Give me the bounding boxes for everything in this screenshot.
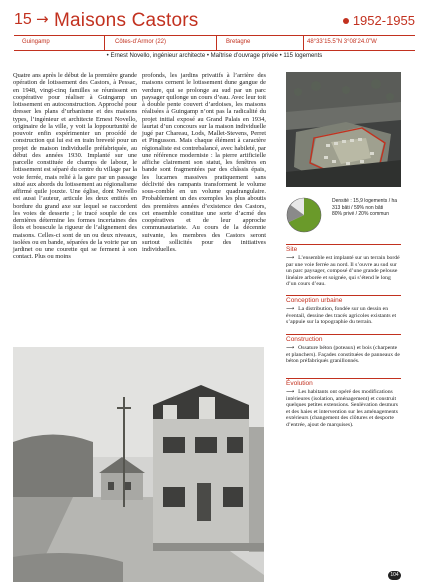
meta-separator [216,36,217,50]
density-pie-chart [286,197,322,233]
meta-town: Guingamp [22,39,50,45]
body-column-2: profonds, les jardins privatifs à l’arrière des maisons cernent le lotissement dune gangue de verdure, qui se prolonge au sud par un parc paysager quilonge un cours d’eau. Avec leur toit à double pente couvert d’ardoises, les maisons réalisées à Guingamp n’ont pas la radicalité du projet initial exposé au Grand Palais en 1934, laurtat d’un concours sur la maison individuelle jugé par Chareau, Lods, Mallet-Stevens, Perret et Pingusson. Mais chaque élément à caractère régionaliste est contrebalancé, avec habileté, par une référence moderniste : la pierre artificielle affiche clairement son statut, les fenêtres en bande sont fragmentées par des châssis épais, les lucarnes massives pratiquement sans déclivité des rampants transforment le volume sous-comble en un volume quadrangulaire. Probablement un des exemples les plus aboutis des premières années d’existence des Castors, cet ensemble constitue une sorte d’acmé des coopératives et de leur approche communautariste. Au cours de la décennie suivante, les membres des Castors seront surtout sollicités pour des initiatives individuelles. [142,72,266,253]
page-number: 104 [388,571,401,580]
authors-line: • Ernest Novello, ingénieur architecte • Maîtrise d’ouvrage privée • 115 logements [106,53,323,59]
legend-line: 313 bâti / 59% non bâti [332,204,384,211]
body-column-1: Quatre ans après le début de la première grande opération de lotissement des Castors, à Pessac, en 1948, vingt-cinq familles se réunissent en coopérative pour réaliser à Guingamp un lotissement en autoconstruction. Approché pour dresser les plans d’urbanisme et des maisons types, l’ingénieur et architecte Ernest Novello, originaire de la ville, y voit la loppourtunité de pouvoir enfin expérimenter un procédé de construction qui lui est en train breveté pour un projet de maison individuelle préfabriquée, au début des années 1930. Implanté sur une parcelle constituée de champs de labour, le lotissement est séparé du centre du village par la voie ferrée, mais relié à la gare par un passage situé aux abords du lotissement au régionalisme affirmé quile jouxte. Une église, dont Novello est aussi l’auteur, articule les deux entités en bordure du grand axe sur lequel se raccordent les voies de desserte ; le tracé souple de ces dernières détermine les formes incertaines des îlots et bouscule la rigueur de l’alignement des maisons. Celles-ci sont de un ou deux niveaux, isolées ou en bande, séparées de la voirie par un jardinet ou une courette qui se ferment à son contact. Plus ou moins [13,72,137,261]
section-text-site [286,255,402,288]
legend-line: Densité : 15,9 logements / ha [332,198,398,204]
section-body: Les habitants ont opéré des modifications intérieures (isolation, aménagement) et construit quelques petites extensions. Senlèvation desmurs et des haies et intervention sur les aménagements extérieurs (changement des clôtures et desporte d’entrée, ajout de marquises). [286,389,398,428]
section-number: 15 [14,11,32,28]
section-body: L’ensemble est implanté sur un terrain bordé par une voie ferrée au nord. Il s’ouvre au sud sur un parc paysager, composé d’une grande pelouse linéaire arborée et soignée, qui s’étend le long d’un cours d’eau. [286,255,400,288]
section-title-site: Site [286,246,298,253]
meta-separator [104,36,105,50]
density-legend [332,198,412,218]
arrow-icon: ⟶ [286,306,295,312]
meta-row [14,39,415,49]
date-range [343,13,415,28]
arrow-icon: ⟶ [286,255,295,261]
section-text-conception [286,306,402,326]
title-row [14,10,415,32]
section-rule [286,378,401,379]
street-photo [13,347,264,582]
meta-area: Bretagne [226,39,251,45]
top-rule [14,35,415,36]
arrow-icon: ⟶ [286,389,295,395]
aerial-photo-illustration [286,72,401,187]
meta-separator [303,36,304,50]
arrow-icon: → [36,10,49,28]
section-title-evolution: Évolution [286,380,313,387]
section-rule [286,244,401,245]
legend-line: 80% privé / 20% commun [332,211,389,217]
section-body: La distribution, fondée sur un dessin en éventail, dessine des tracés agricoles existants et s’appuie sur la topographie du terrain. [286,306,397,326]
section-rule [286,295,401,296]
meta-region: Côtes-d’Armor (22) [115,39,167,45]
meta-bottom-rule [14,50,415,51]
section-text-construction [286,345,402,365]
arrow-icon: ⟶ [286,345,295,351]
street-photo-illustration [13,347,264,582]
page-title: Maisons Castors [54,10,199,31]
bullet-dot [343,18,349,24]
section-text-evolution [286,389,402,429]
date-text: 1952-1955 [352,13,415,28]
aerial-photo [286,72,401,187]
section-rule [286,334,401,335]
section-title-conception: Conception urbaine [286,297,343,304]
section-title-construction: Construction [286,336,323,343]
section-body: Ossature béton (poteaux) et bois (charpente et planchers). Façades constituées de panneaux de béton préfabriqués granillonnés. [286,345,400,365]
meta-coords: 48°33’15.5”N 3°08’24.0”W [307,39,377,45]
